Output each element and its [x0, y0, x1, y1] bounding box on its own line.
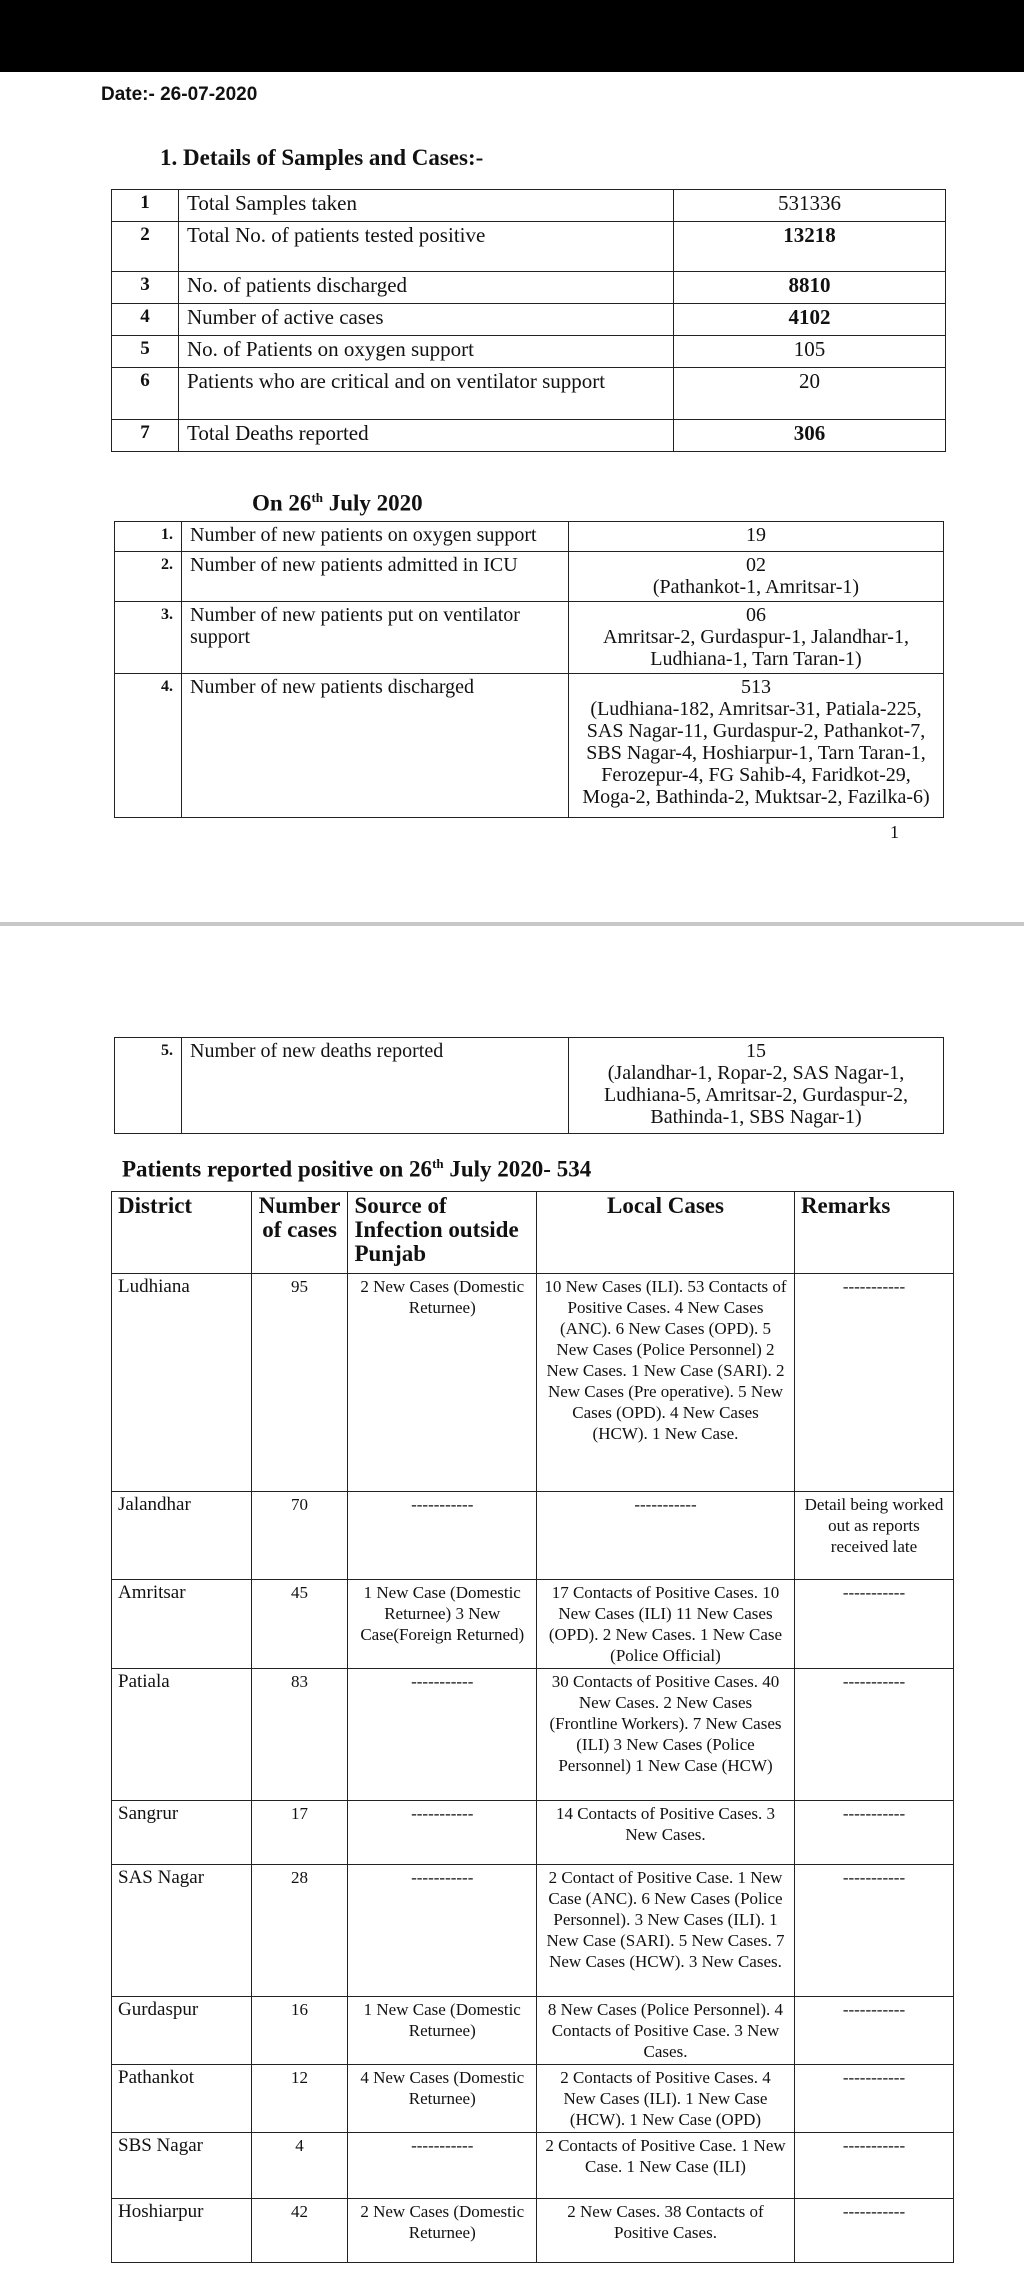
table-row: 5 No. of Patients on oxygen support 105	[112, 336, 946, 368]
table-row: SAS Nagar 28 ----------- 2 Contact of Positive Case. 1 New Case (ANC). 6 New Cases (Police Personnel). 3 New Cases (ILI). 1 New Case (SARI). 5 New Cases. 7 New Cases (HCW). 3 New Cases. -----------	[112, 1865, 954, 1997]
table-row: Sangrur 17 ----------- 14 Contacts of Positive Cases. 3 New Cases. -----------	[112, 1801, 954, 1865]
table-row: 5. Number of new deaths reported 15 (Jalandhar-1, Ropar-2, SAS Nagar-1, Ludhiana-5, Amritsar-2, Gurdaspur-2, Bathinda-1, SBS Nagar-1)	[115, 1038, 944, 1134]
daily-summary-table	[114, 521, 944, 818]
table-row: 7 Total Deaths reported 306	[112, 420, 946, 452]
table-row: 4 Number of active cases 4102	[112, 304, 946, 336]
header-source: Source of Infection outside Punjab	[348, 1192, 537, 1274]
table-row: 1 Total Samples taken 531336	[112, 190, 946, 222]
table-row: Jalandhar 70 ----------- ----------- Detail being worked out as reports received late	[112, 1492, 954, 1580]
table-row: Ludhiana 95 2 New Cases (Domestic Returnee) 10 New Cases (ILI). 53 Contacts of Positive Cases. 4 New Cases (ANC). 6 New Cases (OPD). 5 New Cases (Police Personnel) 2 New Cases. 1 New Case (SARI). 2 New Cases (Pre operative). 5 New Cases (OPD). 4 New Cases (HCW). 1 New Case. -----------	[112, 1274, 954, 1492]
table-row: 4. Number of new patients discharged 513 (Ludhiana-182, Amritsar-31, Patiala-225, SAS Nagar-11, Gurdaspur-2, Pathankot-7, SBS Nagar-4, Hoshiarpur-1, Tarn Taran-1, Ferozepur-4, FG Sahib-4, Faridkot-29, Moga-2, Bathinda-2, Muktsar-2, Fazilka-6)	[115, 674, 944, 818]
table-header-row	[112, 1192, 954, 1274]
table-row: Gurdaspur 16 1 New Case (Domestic Returnee) 8 New Cases (Police Personnel). 4 Contacts of Positive Case. 3 New Cases. -----------	[112, 1997, 954, 2065]
table-row: Hoshiarpur 42 2 New Cases (Domestic Returnee) 2 New Cases. 38 Contacts of Positive Cases. -----------	[112, 2199, 954, 2263]
samples-cases-table	[111, 189, 946, 452]
header-remarks: Remarks	[794, 1192, 953, 1274]
section2-heading: On 26th July 2020	[252, 490, 423, 516]
header-number: Number of cases	[251, 1192, 348, 1274]
section1-heading: 1. Details of Samples and Cases:-	[160, 145, 484, 170]
page-separator	[0, 922, 1024, 926]
table-row: 6 Patients who are critical and on ventilator support 20	[112, 368, 946, 420]
district-positive-table	[111, 1191, 954, 2263]
table-row: 3. Number of new patients put on ventilator support 06 Amritsar-2, Gurdaspur-1, Jalandhar-1, Ludhiana-1, Tarn Taran-1)	[115, 602, 944, 674]
header-district: District	[112, 1192, 252, 1274]
section3-heading: Patients reported positive on 26th July 2020- 534	[122, 1156, 592, 1182]
page-number: 1	[890, 822, 899, 842]
table-row: SBS Nagar 4 ----------- 2 Contacts of Positive Case. 1 New Case. 1 New Case (ILI) -----------	[112, 2133, 954, 2199]
top-black-bar	[0, 0, 1024, 72]
table-row: 1. Number of new patients on oxygen support 19	[115, 522, 944, 552]
table-row: Amritsar 45 1 New Case (Domestic Returnee) 3 New Case(Foreign Returned) 17 Contacts of Positive Cases. 10 New Cases (ILI) 11 New Cases (OPD). 2 New Cases. 1 New Case (Police Official) -----------	[112, 1580, 954, 1669]
table-row: 3 No. of patients discharged 8810	[112, 272, 946, 304]
header-local: Local Cases	[537, 1192, 795, 1274]
report-date: Date:- 26-07-2020	[101, 84, 258, 105]
table-row: Patiala 83 ----------- 30 Contacts of Positive Cases. 40 New Cases. 2 New Cases (Frontline Workers). 7 New Cases (ILI) 3 New Cases (Police Personnel) 1 New Case (HCW) -----------	[112, 1669, 954, 1801]
table-row: Pathankot 12 4 New Cases (Domestic Returnee) 2 Contacts of Positive Cases. 4 New Cases (ILI). 1 New Case (HCW). 1 New Case (OPD) -----------	[112, 2065, 954, 2133]
new-deaths-table	[114, 1037, 944, 1134]
table-row: 2 Total No. of patients tested positive 13218	[112, 222, 946, 272]
table-row: 2. Number of new patients admitted in ICU 02 (Pathankot-1, Amritsar-1)	[115, 552, 944, 602]
